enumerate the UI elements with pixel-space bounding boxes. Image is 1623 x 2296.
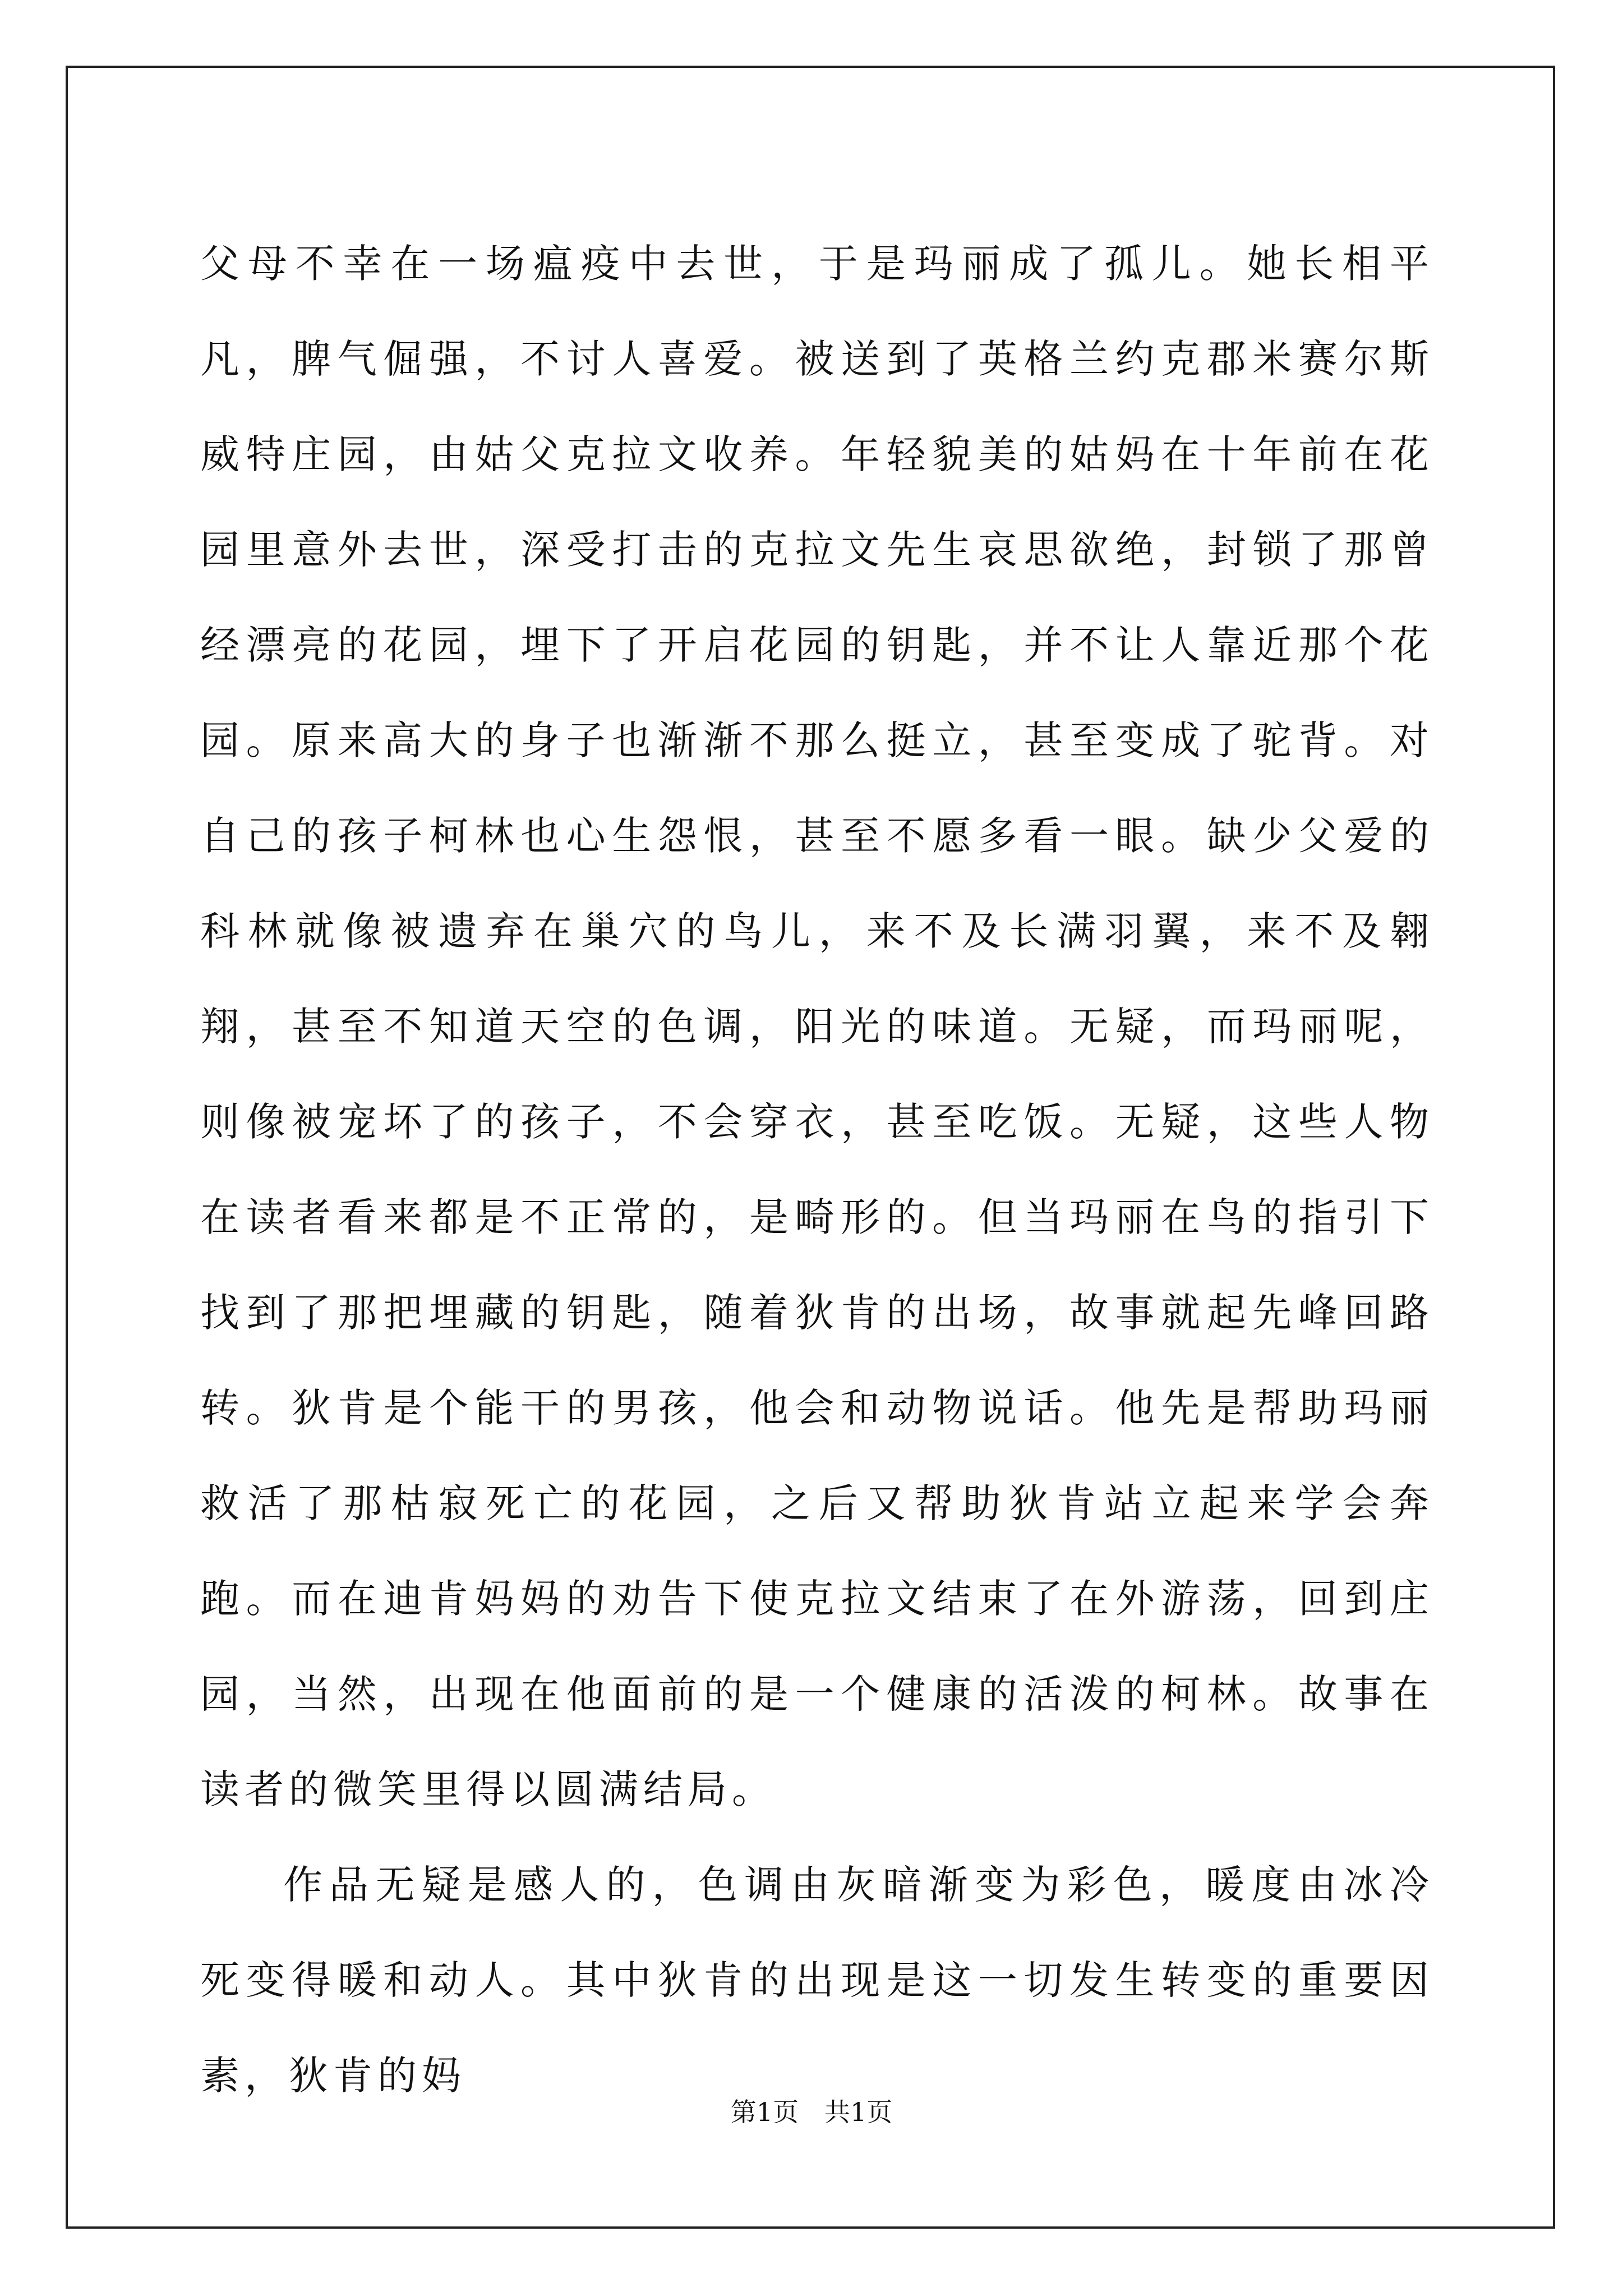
document-body xyxy=(200,216,1434,2123)
page-footer: 第1页 共1页 xyxy=(730,2097,893,2127)
paragraph-2: 作品无疑是感人的，色调由灰暗渐变为彩色，暖度由冰冷死变得暖和动人。其中狄肯的出现是这一切发生转变的重要因素，狄肯的妈 xyxy=(200,1862,1434,2099)
paragraph-1: 父母不幸在一场瘟疫中去世，于是玛丽成了孤儿。她长相平凡，脾气倔强，不讨人喜爱。被送到了英格兰约克郡米赛尔斯威特庄园，由姑父克拉文收养。年轻貌美的姑妈在十年前在花园里意外去世，深受打击的克拉文先生哀思欲绝，封锁了那曾经漂亮的花园，埋下了开启花园的钥匙，并不让人靠近那个花园。原来高大的身子也渐渐不那么挺立，甚至变成了驼背。对自己的孩子柯林也心生怨恨，甚至不愿多看一眼。缺少父爱的科林就像被遗弃在巢穴的鸟儿，来不及长满羽翼，来不及翱翔，甚至不知道天空的色调，阳光的味道。无疑，而玛丽呢，则像被宠坏了的孩子，不会穿衣，甚至吃饭。无疑，这些人物在读者看来都是不正常的，是畸形的。但当玛丽在鸟的指引下找到了那把埋藏的钥匙，随着狄肯的出场，故事就起先峰回路转。狄肯是个能干的男孩，他会和动物说话。他先是帮助玛丽救活了那枯寂死亡的花园，之后又帮助狄肯站立起来学会奔跑。而在迪肯妈妈的劝告下使克拉文结束了在外游荡，回到庄园，当然，出现在他面前的是一个健康的活泼的柯林。故事在读者的微笑里得以圆满结局。 xyxy=(200,241,1434,1812)
